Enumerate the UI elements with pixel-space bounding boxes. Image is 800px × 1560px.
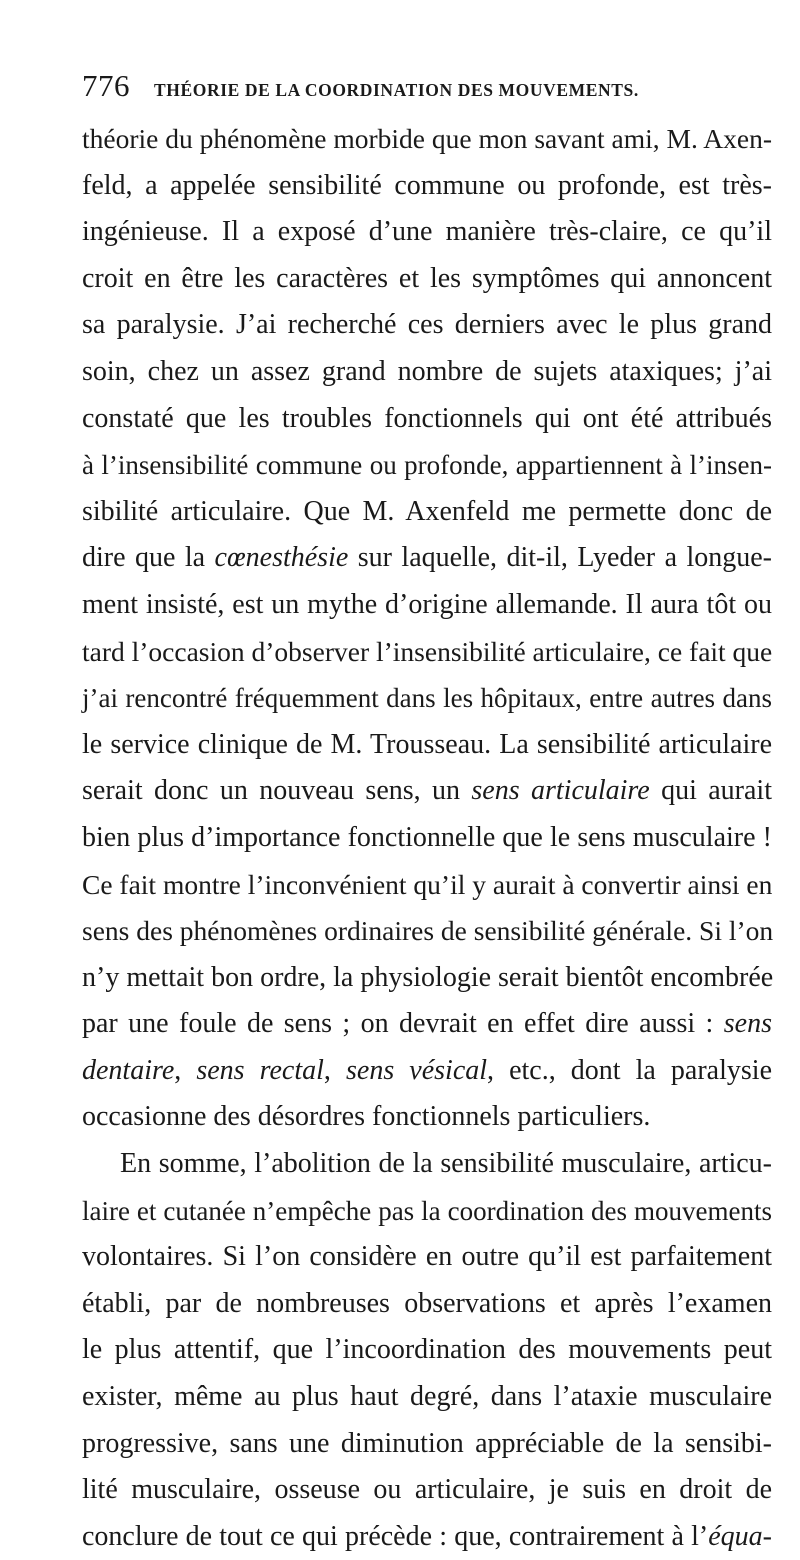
text-line bbox=[82, 1374, 772, 1421]
text-segment: le plus attentif, que l’incoordination des mouvements peut bbox=[82, 1334, 772, 1366]
text-line bbox=[82, 768, 772, 815]
text-segment: , bbox=[174, 1054, 197, 1086]
text-segment: par une foule de sens ; on devrait en effet dire aussi : bbox=[82, 1008, 724, 1040]
text-segment: conclure de tout ce qui précède : que, contrairement à l’ bbox=[82, 1520, 709, 1552]
text-segment: , bbox=[323, 1054, 346, 1086]
text-segment: occasionne des désordres fonctionnels particuliers. bbox=[82, 1101, 651, 1133]
text-segment: sa paralysie. J’ai recherché ces derniers avec le plus grand bbox=[82, 309, 772, 341]
text-line bbox=[82, 582, 772, 629]
running-head bbox=[82, 68, 722, 108]
text-line bbox=[82, 396, 772, 443]
text-line bbox=[82, 163, 772, 210]
text-line bbox=[82, 1141, 772, 1188]
italic-term: sens vésical bbox=[346, 1054, 488, 1086]
text-line bbox=[82, 629, 772, 676]
text-segment: laire et cutanée n’empêche pas la coordination des mouvements bbox=[82, 1195, 772, 1226]
text-segment: croit en être les caractères et les symptômes qui annoncent bbox=[82, 262, 772, 294]
text-segment: sens des phénomènes ordinaires de sensibilité générale. Si l’on bbox=[82, 915, 774, 947]
text-segment: le service clinique de M. Trousseau. La sensibilité articulaire bbox=[82, 728, 772, 760]
italic-term: sens rectal bbox=[196, 1054, 324, 1086]
text-line bbox=[82, 535, 772, 582]
text-line bbox=[82, 1327, 772, 1374]
text-segment: ment insisté, est un mythe d’origine allemande. Il aura tôt ou bbox=[82, 588, 772, 620]
italic-term: cœnesthésie bbox=[214, 542, 349, 574]
text-segment: qui aurait bbox=[649, 775, 772, 807]
text-segment: exister, même au plus haut degré, dans l’ataxie musculaire bbox=[82, 1381, 772, 1413]
text-line bbox=[82, 302, 772, 349]
text-line bbox=[82, 442, 772, 489]
text-line bbox=[82, 1421, 772, 1468]
text-line bbox=[82, 209, 772, 256]
text-segment: sibilité articulaire. Que M. Axenfeld me permette donc de bbox=[82, 495, 772, 527]
text-line bbox=[82, 862, 772, 909]
text-line bbox=[82, 116, 772, 163]
text-segment: ingénieuse. Il a exposé d’une manière très-claire, ce qu’il bbox=[82, 216, 772, 248]
text-line bbox=[82, 955, 772, 1002]
text-segment: serait donc un nouveau sens, un bbox=[82, 775, 472, 807]
text-segment: établi, par de nombreuses observations et après l’examen bbox=[82, 1287, 772, 1319]
text-segment: progressive, sans une diminution appréciable de la sensibi- bbox=[82, 1427, 772, 1459]
text-line bbox=[82, 489, 772, 536]
italic-term: dentaire bbox=[82, 1054, 175, 1086]
text-segment: soin, chez un assez grand nombre de sujets ataxiques; j’ai bbox=[82, 355, 772, 387]
text-segment: sur laquelle, dit-il, Lyeder a longue- bbox=[348, 542, 772, 574]
text-line bbox=[82, 1094, 772, 1141]
text-segment: n’y mettait bon ordre, la physiologie serait bientôt encombrée bbox=[82, 961, 774, 993]
text-segment: En somme, l’abolition de la sensibilité musculaire, articu- bbox=[120, 1148, 772, 1180]
text-segment: constaté que les troubles fonctionnels qui ont été attribués bbox=[82, 402, 772, 434]
text-segment: théorie du phénomène morbide que mon savant ami, M. Axen- bbox=[82, 123, 772, 154]
text-segment: feld, a appelée sensibilité commune ou profonde, est très- bbox=[82, 169, 772, 201]
text-segment: bien plus d’importance fonctionnelle que le sens musculaire ! bbox=[82, 821, 772, 853]
text-line bbox=[82, 908, 772, 955]
text-segment: , etc., dont la paralysie bbox=[487, 1054, 772, 1086]
text-line bbox=[82, 256, 772, 303]
text-line bbox=[82, 1514, 772, 1560]
text-line bbox=[82, 1048, 772, 1095]
text-line bbox=[82, 1234, 772, 1281]
text-segment: à l’insensibilité commune ou profonde, appartiennent à l’insen- bbox=[82, 450, 772, 481]
text-line bbox=[82, 1467, 772, 1514]
italic-term: sens bbox=[723, 1008, 772, 1040]
running-title: THÉORIE DE LA COORDINATION DES MOUVEMENTS. bbox=[154, 80, 639, 100]
text-segment: volontaires. Si l’on considère en outre qu’il est parfaitement bbox=[82, 1241, 772, 1273]
text-segment: dire que la bbox=[82, 542, 215, 574]
text-line bbox=[82, 815, 772, 862]
text-line bbox=[82, 1001, 772, 1048]
text-line bbox=[82, 1281, 772, 1328]
text-line bbox=[82, 1188, 772, 1235]
text-line bbox=[82, 722, 772, 769]
body-text bbox=[82, 116, 772, 1560]
text-line bbox=[82, 349, 772, 396]
page-number: 776 bbox=[82, 68, 130, 103]
text-line bbox=[82, 675, 772, 722]
italic-term: équa- bbox=[708, 1520, 772, 1552]
text-segment: tard l’occasion d’observer l’insensibilité articulaire, ce fait que bbox=[82, 635, 773, 667]
text-segment: lité musculaire, osseuse ou articulaire, je suis en droit de bbox=[82, 1474, 772, 1506]
text-segment: Ce fait montre l’inconvénient qu’il y aurait à convertir ainsi en bbox=[82, 868, 773, 900]
italic-term: sens articulaire bbox=[471, 775, 650, 807]
text-segment: j’ai rencontré fréquemment dans les hôpitaux, entre autres dans bbox=[82, 683, 772, 714]
